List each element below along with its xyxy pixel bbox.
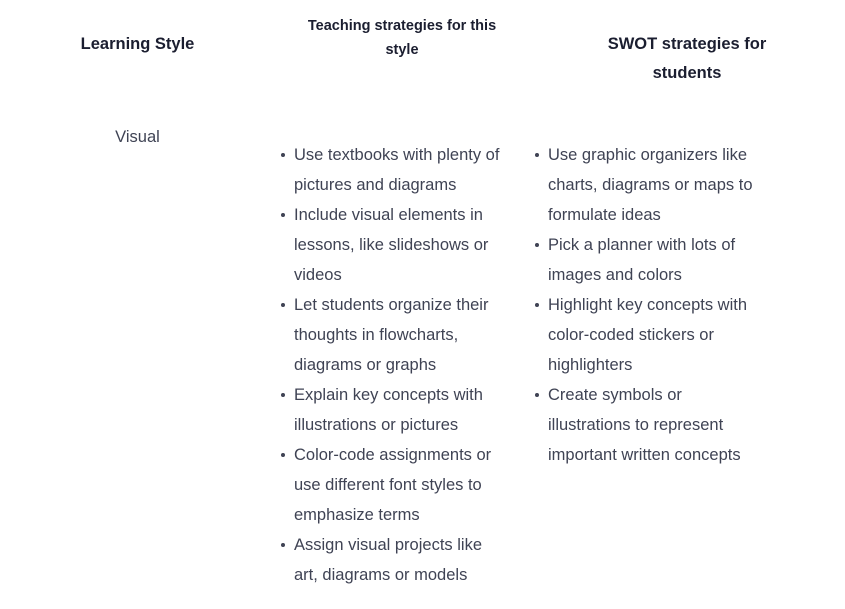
cell-swot-strategies: [529, 100, 845, 590]
teaching-strategies-list: [281, 140, 529, 590]
swot-strategies-list: [535, 140, 845, 470]
bullet-item: Color-code assignments or use different font styles to emphasize terms: [281, 440, 504, 530]
column-header-label: SWOT strategies for students: [607, 35, 767, 82]
bullet-item: Use graphic organizers like charts, diagrams or maps to formulate ideas: [535, 140, 760, 230]
column-header-label: Learning Style: [80, 35, 195, 53]
column-header-swot-strategies: [529, 0, 845, 100]
cell-learning-style-visual: [0, 100, 275, 590]
bullet-item: Explain key concepts with illustrations or pictures: [281, 380, 504, 440]
cell-teaching-strategies: [275, 100, 529, 590]
bullet-item: Let students organize their thoughts in flowcharts, diagrams or graphs: [281, 290, 504, 380]
bullet-item: Create symbols or illustrations to represent important written concepts: [535, 380, 760, 470]
bullet-item: Pick a planner with lots of images and colors: [535, 230, 760, 290]
column-header-learning-style: [0, 0, 275, 100]
bullet-item: Assign visual projects like art, diagrams or models: [281, 530, 504, 590]
bullet-item: Highlight key concepts with color-coded stickers or highlighters: [535, 290, 760, 380]
column-header-teaching-strategies: [275, 0, 529, 100]
bullet-item: Use textbooks with plenty of pictures and diagrams: [281, 140, 504, 200]
bullet-item: Include visual elements in lessons, like slideshows or videos: [281, 200, 504, 290]
column-header-label: Teaching strategies for this style: [307, 18, 497, 58]
learning-style-name: Visual: [115, 128, 160, 146]
